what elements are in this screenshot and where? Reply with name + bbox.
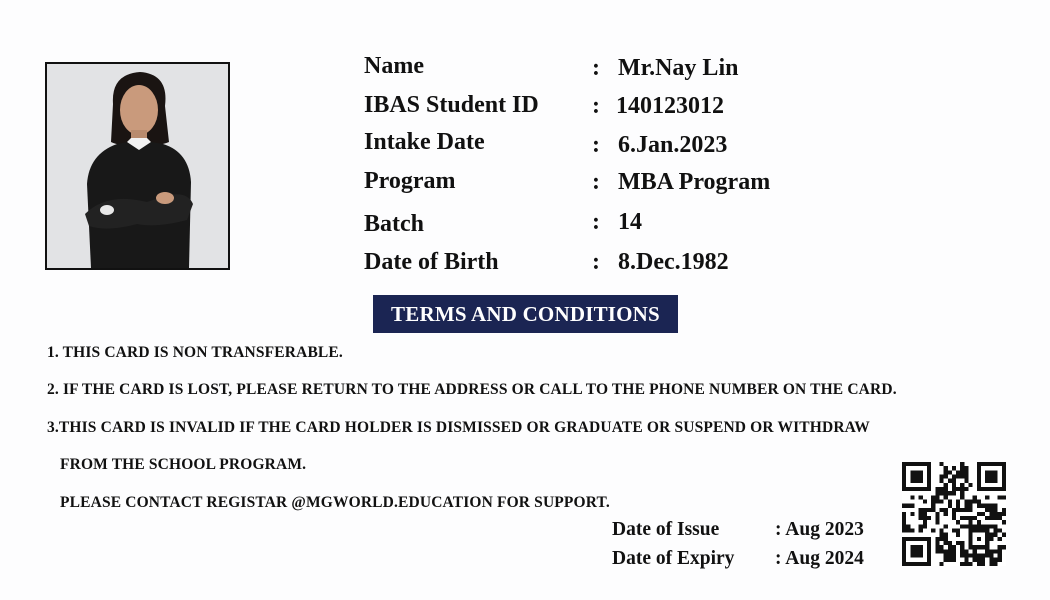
batch-label: Batch [364, 211, 424, 237]
term-item: 1. THIS CARD IS NON TRANSFERABLE. [47, 344, 343, 361]
term-item: 3.THIS CARD IS INVALID IF THE CARD HOLDER IS DISMISSED OR GRADUATE OR SUSPEND OR WITHDRAW [47, 419, 870, 436]
term-item: 2. IF THE CARD IS LOST, PLEASE RETURN TO THE ADDRESS OR CALL TO THE PHONE NUMBER ON THE CARD. [47, 381, 897, 398]
batch-value: 14 [618, 209, 642, 235]
person-portrait-icon [47, 64, 228, 268]
student-id-value: 140123012 [616, 93, 724, 119]
student-photo [45, 62, 230, 270]
batch-colon: : [592, 209, 600, 235]
issue-date-value: : Aug 2023 [775, 519, 864, 540]
dob-colon: : [592, 249, 600, 275]
intake-date-colon: : [592, 132, 600, 158]
program-label: Program [364, 168, 456, 194]
program-value: MBA Program [618, 169, 771, 195]
dob-label: Date of Birth [364, 249, 499, 275]
qr-code-icon [902, 462, 1006, 566]
issue-date-label: Date of Issue [612, 519, 720, 540]
student-id-label: IBAS Student ID [364, 92, 539, 118]
terms-heading: TERMS AND CONDITIONS [373, 295, 678, 333]
term-item: FROM THE SCHOOL PROGRAM. [60, 456, 307, 473]
student-id-colon: : [592, 93, 600, 119]
expiry-date-value: : Aug 2024 [775, 548, 864, 569]
name-value: Mr.Nay Lin [618, 55, 739, 81]
name-label: Name [364, 53, 424, 79]
expiry-date-label: Date of Expiry [612, 548, 735, 569]
name-colon: : [592, 55, 600, 81]
dob-value: 8.Dec.1982 [618, 249, 729, 275]
support-note: PLEASE CONTACT REGISTAR @MGWORLD.EDUCATION FOR SUPPORT. [60, 494, 610, 511]
intake-date-value: 6.Jan.2023 [618, 132, 728, 158]
program-colon: : [592, 169, 600, 195]
intake-date-label: Intake Date [364, 129, 485, 155]
